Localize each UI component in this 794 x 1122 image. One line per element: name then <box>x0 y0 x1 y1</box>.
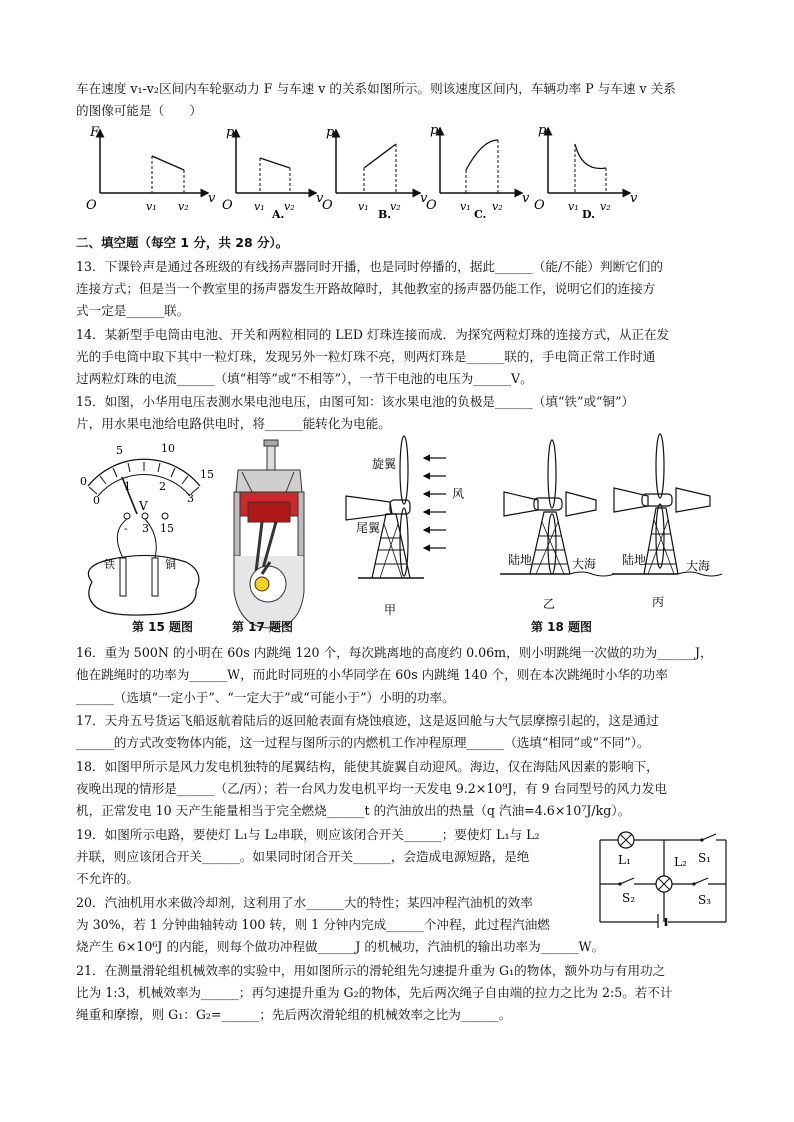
section-heading: 二、填空题（每空 1 分，共 28 分）。 <box>76 235 289 250</box>
q21-line-3: 绳重和摩擦，则 G₁：G₂=______；先后两次滑轮组的机械效率之比为______。 <box>76 1007 512 1022</box>
wind-turbine-jia <box>346 436 464 617</box>
q16-line-1: 16．重为 500N 的小明在 60s 内跳绳 120 个，每次跳离地的高度约 0.06m，则小明跳绳一次做的功为______J， <box>76 645 713 660</box>
figure-row <box>0 432 794 642</box>
yi-sea: 大海 <box>572 557 597 571</box>
svg-text:10: 10 <box>161 442 175 455</box>
option-b-line <box>364 144 396 168</box>
svg-text:v: v <box>630 191 638 206</box>
caption-q17: 第 17 题图 <box>232 620 294 634</box>
bing-land: 陆地 <box>622 553 647 567</box>
q21-line-2: 比为 1:3，机械效率为______；再匀速提升重为 G₂的物体，先后两次绳子自由端的拉力之比为 2:5。若不计 <box>76 985 673 1000</box>
svg-text:v₂: v₂ <box>284 200 295 213</box>
force-origin: O <box>86 198 97 213</box>
q13-line-3: 式一定是______联。 <box>76 303 190 318</box>
force-axis-label: F <box>90 125 100 140</box>
option-d-curve <box>575 144 606 169</box>
svg-text:15: 15 <box>160 522 174 535</box>
option-c-graph <box>426 123 530 221</box>
q17-line-2: ______的方式改变物体内能，这一过程与图所示的内燃机工作冲程原理______（选填“相同”或“不同”）。 <box>76 735 650 750</box>
q12-line-2: 的图像可能是（ ） <box>76 103 202 118</box>
q13-line-1: 13．下课铃声是通过各班级的有线扬声器同时开播，也是同时停播的，据此______（能/不能）判断它们的 <box>76 259 663 274</box>
q21-line-1: 21．在测量滑轮组机械效率的实验中，用如图所示的滑轮组先匀速提升重为 G₁的物体，额外功与有用功之 <box>76 963 666 978</box>
svg-text:O: O <box>322 198 333 213</box>
label-jia: 甲 <box>384 603 397 617</box>
q15-line-1: 15．如图，小华用电压表测水果电池电压，由图可知：该水果电池的负极是______（填“铁”或“铜”） <box>76 394 635 409</box>
caption-q18: 第 18 题图 <box>531 620 593 634</box>
vane-label: 旋翼 <box>372 457 397 471</box>
q18-line-3: 机，正常发电 10 天产生能量相当于完全燃烧______t 的汽油放出的热量（q 汽油=4.6×10⁷J/kg）。 <box>76 803 631 818</box>
svg-text:S₂: S₂ <box>622 891 636 905</box>
svg-text:0: 0 <box>93 494 100 507</box>
svg-text:p: p <box>326 125 335 140</box>
svg-text:-: - <box>124 522 128 535</box>
svg-text:3: 3 <box>187 492 194 505</box>
wind-turbine-yi <box>500 440 614 611</box>
tail-label: 尾翼 <box>356 521 381 535</box>
wind-turbine-bing <box>612 434 722 609</box>
svg-text:0: 0 <box>80 475 87 488</box>
q19-line-1: 19．如图所示电路，要使灯 L₁与 L₂串联，则应该闭合开关______；要使灯 L₁与 L₂ <box>76 827 540 842</box>
svg-text:v₁: v₁ <box>358 200 369 213</box>
svg-text:v₂: v₂ <box>600 200 611 213</box>
svg-text:v₁: v₁ <box>254 200 265 213</box>
voltmeter-figure <box>80 442 214 615</box>
label-yi: 乙 <box>543 597 556 611</box>
force-line <box>152 156 184 170</box>
q12-graphs <box>0 118 794 228</box>
svg-text:O: O <box>426 198 437 213</box>
svg-text:S₃: S₃ <box>698 893 712 907</box>
svg-text:v: v <box>522 191 530 206</box>
svg-text:O: O <box>222 198 233 213</box>
q17-line-1: 17．天舟五号货运飞船返航着陆后的返回舱表面有烧蚀痕迹，这是返回舱与大气层摩擦引起的，这是通过 <box>76 713 659 728</box>
lamp-l1 <box>618 832 634 848</box>
svg-text:S₁: S₁ <box>698 851 712 865</box>
q14-line-2: 光的手电筒中取下其中一粒灯珠，发现另外一粒灯珠不亮，则两灯珠是______联的，手电筒正常工作时通 <box>76 349 656 364</box>
svg-text:v₁: v₁ <box>568 200 579 213</box>
q20-line-2: 为 30%，若 1 分钟曲轴转动 100 转，则 1 分钟内完成______个冲程，此过程汽油燃 <box>76 917 550 932</box>
option-b-graph <box>322 125 428 221</box>
svg-text:L₁: L₁ <box>618 853 631 867</box>
svg-text:p: p <box>226 125 235 140</box>
option-c-label: C. <box>474 208 487 221</box>
q14-line-3: 过两粒灯珠的电流______（填“相等”或“不相等”），一节干电池的电压为______V。 <box>76 371 533 386</box>
svg-text:v: v <box>316 191 324 206</box>
engine-figure <box>234 440 304 628</box>
caption-q15: 第 15 题图 <box>132 620 194 634</box>
q18-line-1: 18．如图甲所示是风力发电机独特的尾翼结构，能使其旋翼自动迎风。海边，仅在海陆风因素的影响下， <box>76 759 659 774</box>
option-a-line <box>260 158 290 168</box>
q16-line-2: 他在跳绳时的功率为______W，而此时同班的小华同学在 60s 内跳绳 140 个，则在本次跳绳时小华的功率 <box>76 667 668 682</box>
option-d-label: D. <box>582 208 595 221</box>
option-b-label: B. <box>378 208 392 221</box>
force-v-axis: v <box>208 191 216 206</box>
copper-label: 铜 <box>165 558 176 571</box>
q20-line-3: 烧产生 6×10⁶J 的内能，则每个做功冲程做______J 的机械功，汽油机的输出功率为______W。 <box>76 939 605 954</box>
svg-text:5: 5 <box>116 444 123 457</box>
q19-line-2: 并联，则应该闭合开关______。如果同时闭合开关______，会造成电源短路，是绝 <box>76 849 530 864</box>
svg-text:2: 2 <box>159 480 166 493</box>
option-a-label: A. <box>272 208 285 221</box>
option-a-graph <box>222 125 324 221</box>
q16-line-3: ______（选填“一定小于”、“一定大于”或“可能小于”）小明的功率。 <box>76 690 455 705</box>
bing-sea: 大海 <box>686 559 711 573</box>
option-c-curve <box>466 140 498 170</box>
svg-text:v: v <box>420 191 428 206</box>
q19-line-3: 不允许的。 <box>76 871 139 886</box>
yi-land: 陆地 <box>508 553 533 567</box>
circuit-diagram <box>594 824 734 928</box>
option-d-graph <box>534 123 638 221</box>
svg-text:3: 3 <box>142 522 149 535</box>
force-v1: v₁ <box>146 200 157 213</box>
svg-text:1: 1 <box>124 480 131 493</box>
wind-label: 风 <box>452 487 465 501</box>
label-bing: 丙 <box>652 595 665 609</box>
svg-text:v₁: v₁ <box>460 200 471 213</box>
force-v2: v₂ <box>178 200 189 213</box>
q15-line-2: 片，用水果电池给电路供电时，将______能转化为电能。 <box>76 416 391 431</box>
lamp-l2 <box>656 876 672 892</box>
svg-text:L₂: L₂ <box>674 855 687 869</box>
meter-unit: V <box>139 499 148 513</box>
svg-text:v₂: v₂ <box>390 200 401 213</box>
iron-label: 铁 <box>104 558 115 571</box>
q14-line-1: 14．某新型手电筒由电池、开关和两粒相同的 LED 灯珠连接而成．为探究两粒灯珠的连接方式，从正在发 <box>76 327 670 342</box>
q12-line-1: 车在速度 v₁-v₂区间内车轮驱动力 F 与车速 v 的关系如图所示。则该速度区间内，车辆功率 P 与车速 v 关系 <box>76 81 676 96</box>
svg-text:v₂: v₂ <box>492 200 503 213</box>
svg-text:p: p <box>430 123 439 138</box>
q18-line-2: 夜晚出现的情形是______（乙/丙）；若一台风力发电机平均一天发电 9.2×10⁹J，有 9 台同型号的风力发电 <box>76 781 668 796</box>
svg-text:15: 15 <box>200 468 214 481</box>
svg-text:p: p <box>538 123 547 138</box>
force-graph <box>86 125 216 213</box>
svg-text:O: O <box>534 198 545 213</box>
q20-line-1: 20．汽油机用水来做冷却剂，这利用了水______大的特性；某四冲程汽油机的效率 <box>76 895 533 910</box>
q13-line-2: 连接方式；但是当一个教室里的扬声器发生开路故障时，其他教室的扬声器仍能工作，说明它们的连接方 <box>76 281 656 296</box>
